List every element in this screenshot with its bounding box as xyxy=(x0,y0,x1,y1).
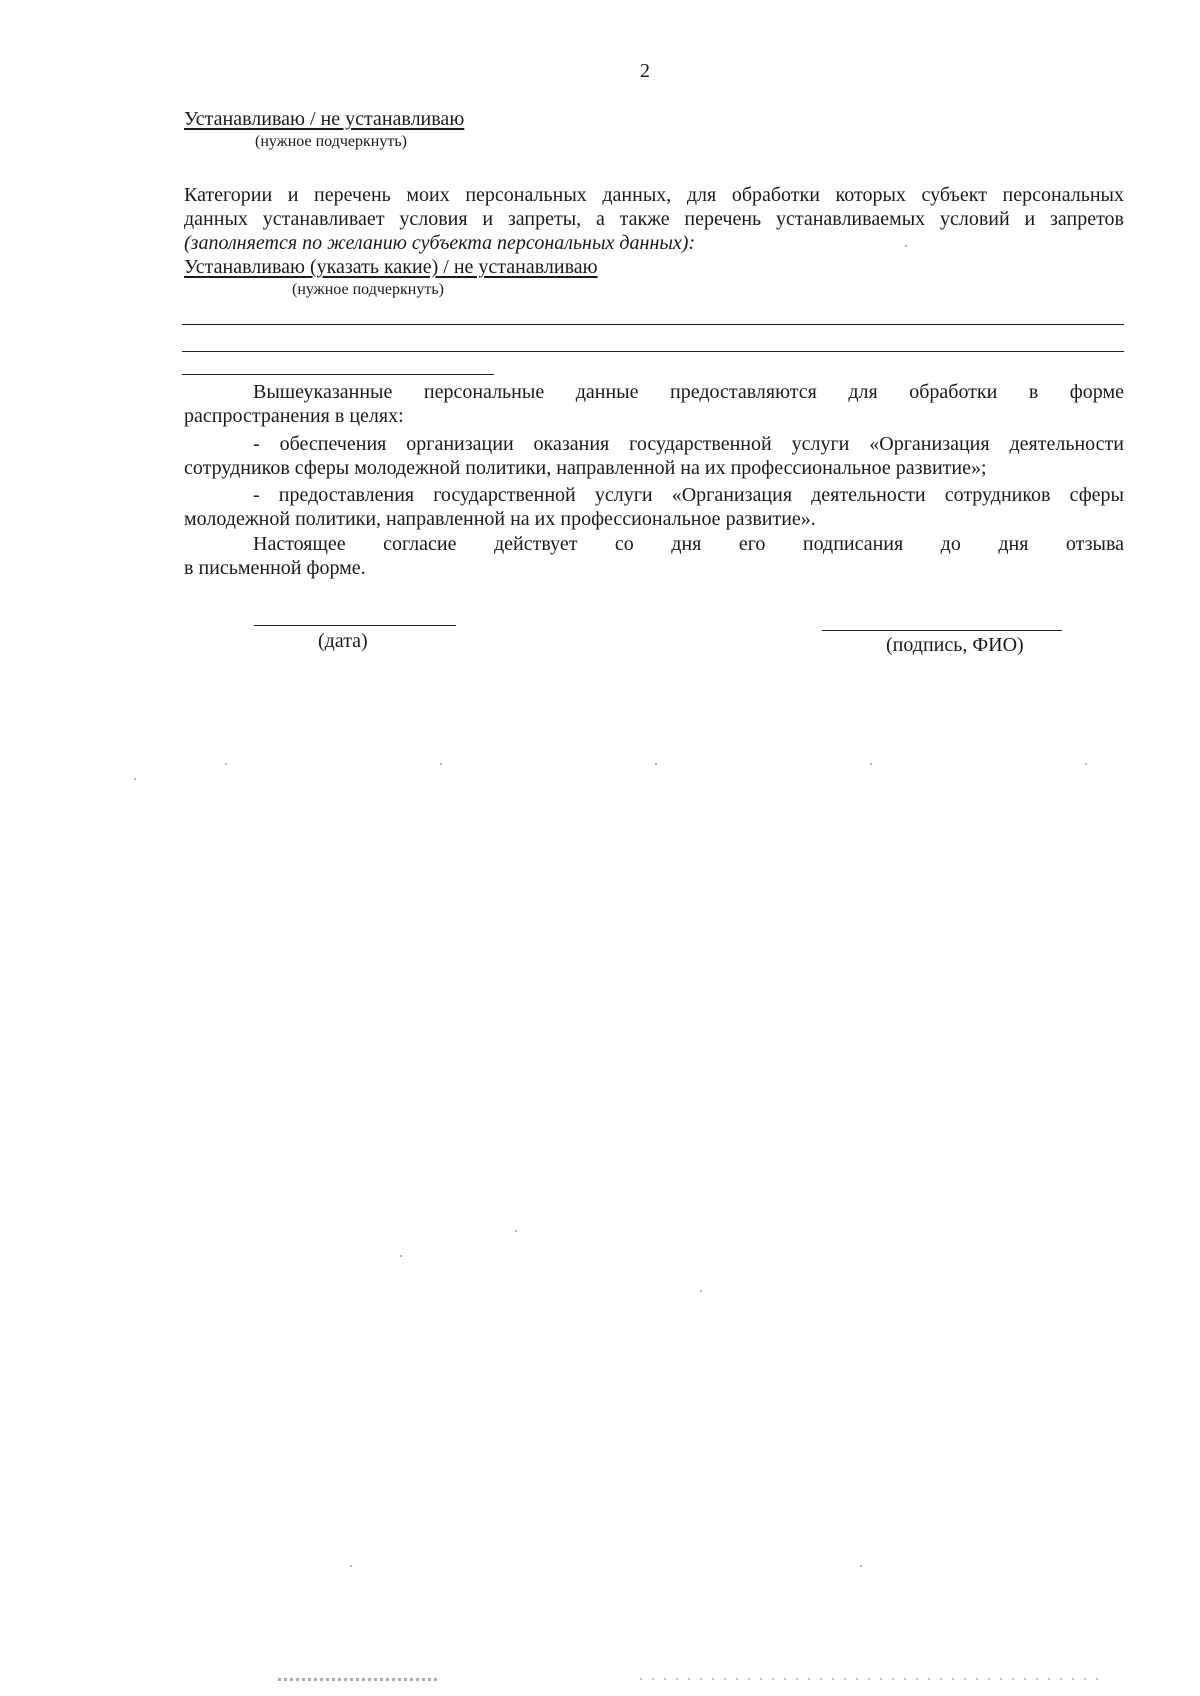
categories-choice: Устанавливаю (указать какие) / не устанавливаю xyxy=(184,256,598,278)
page-number: 2 xyxy=(640,60,650,82)
categories-line-2: данных устанавливает условия и запреты, а также перечень устанавливаемых условий и запретов xyxy=(184,208,1124,230)
validity-line-1: Настоящее согласие действует со дня его подписания до дня отзыва xyxy=(253,533,1124,555)
categories-line-3: (заполняется по желанию субъекта персональных данных): xyxy=(184,232,696,254)
purpose-line-2: распространения в целях: xyxy=(184,405,404,427)
validity-line-2: в письменной форме. xyxy=(184,557,366,579)
bullet-2-line-1: - предоставления государственной услуги «Организация деятельности сотрудников сферы xyxy=(253,484,1124,506)
establish-hint: (нужное подчеркнуть) xyxy=(255,133,407,150)
date-label: (дата) xyxy=(318,630,368,652)
bullet-2-line-2: молодежной политики, направленной на их профессиональное развитие». xyxy=(184,508,816,530)
scan-bottom-artifact xyxy=(278,1678,438,1681)
categories-line-1: Категории и перечень моих персональных данных, для обработки которых субъект персональных xyxy=(184,184,1124,206)
fill-line-2 xyxy=(182,351,1124,352)
establish-choice: Устанавливаю / не устанавливаю xyxy=(184,108,465,130)
fill-line-3 xyxy=(182,374,494,375)
bullet-1-line-2: сотрудников сферы молодежной политики, направленной на их профессиональное развитие»; xyxy=(184,457,987,479)
signature-label: (подпись, ФИО) xyxy=(886,634,1024,656)
scan-bottom-artifact-2 xyxy=(640,1678,1100,1680)
date-line xyxy=(254,625,456,626)
bullet-1-line-1: - обеспечения организации оказания государственной услуги «Организация деятельности xyxy=(253,433,1124,455)
purpose-line-1: Вышеуказанные персональные данные предоставляются для обработки в форме xyxy=(253,381,1124,403)
signature-line xyxy=(822,630,1062,631)
fill-line-1 xyxy=(182,324,1124,325)
categories-hint: (нужное подчеркнуть) xyxy=(292,281,444,298)
